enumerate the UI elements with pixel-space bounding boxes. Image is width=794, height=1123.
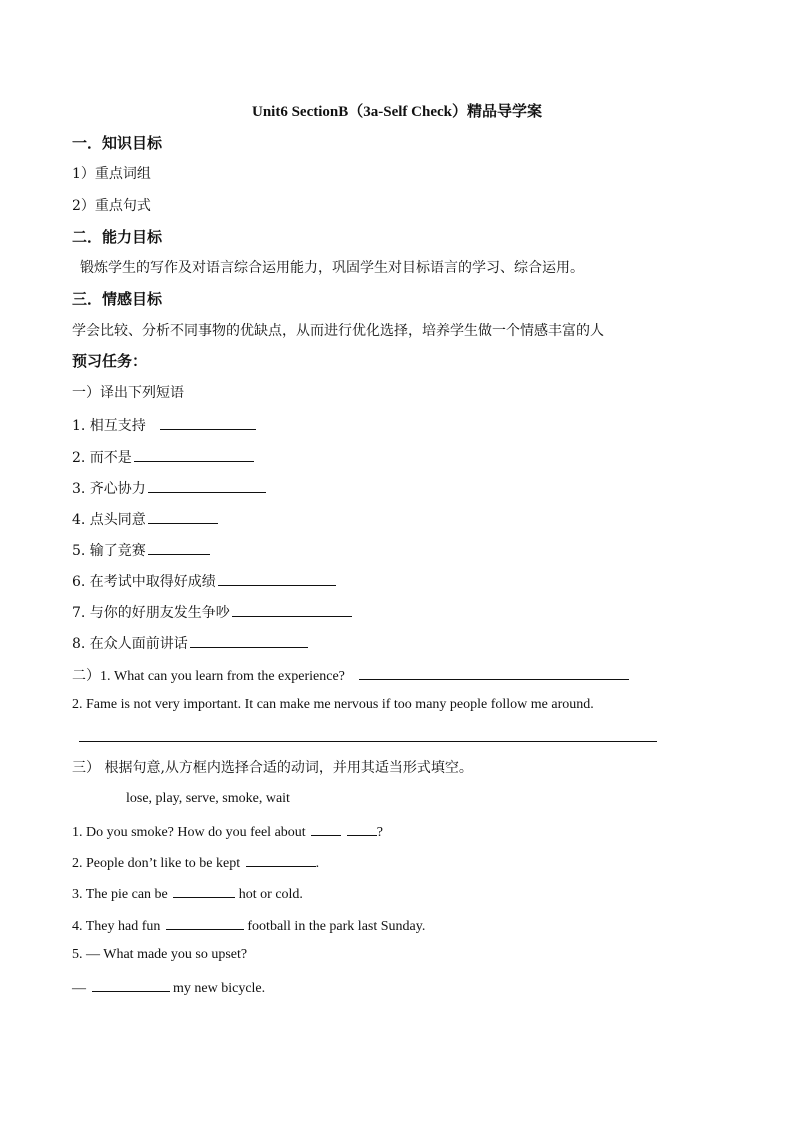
word-box: lose, play, serve, smoke, wait xyxy=(126,791,290,806)
part2-prefix: 二） xyxy=(72,668,100,684)
key-phrases-item: 1）重点词组 xyxy=(72,166,151,182)
phrase-item xyxy=(72,632,308,654)
phrase-item xyxy=(72,601,352,623)
answer-blank[interactable] xyxy=(190,632,308,648)
section-heading-knowledge: 一．知识目标 xyxy=(72,134,163,152)
emotion-goal-text: 学会比较、分析不同事物的优缺点，从而进行优化选择，培养学生做一个情感丰富的人 xyxy=(72,323,604,339)
phrase-item xyxy=(72,477,266,499)
phrase-text: 7. 与你的好朋友发生争吵 xyxy=(72,605,230,621)
phrase-text: 6. 在考试中取得好成绩 xyxy=(72,574,216,590)
answer-blank[interactable] xyxy=(359,664,629,680)
answer-blank[interactable] xyxy=(246,851,316,867)
phrase-text: 2. 而不是 xyxy=(72,450,132,466)
phrase-text: 1. 相互支持 xyxy=(72,418,146,434)
answer-blank[interactable] xyxy=(134,446,254,462)
page-title: Unit6 SectionB（3a-Self Check）精品导学案 xyxy=(252,104,542,120)
phrase-item xyxy=(72,446,254,468)
section-heading-ability: 二．能力目标 xyxy=(72,228,163,246)
ability-goal-text: 锻炼学生的写作及对语言综合运用能力，巩固学生对目标语言的学习、综合运用。 xyxy=(80,260,584,276)
phrase-item xyxy=(72,414,256,436)
dash: — xyxy=(72,981,86,996)
question-text: 1. What can you learn from the experience? xyxy=(100,669,345,684)
phrase-text: 4. 点头同意 xyxy=(72,512,146,528)
fill-item-3 xyxy=(72,882,303,905)
answer-blank[interactable] xyxy=(148,539,210,555)
fill-item-1 xyxy=(72,820,383,843)
fill-text-end: . xyxy=(315,856,320,871)
answer-blank[interactable] xyxy=(218,570,336,586)
answer-blank[interactable] xyxy=(232,601,352,617)
answer-blank[interactable] xyxy=(160,414,256,430)
fill-item-2 xyxy=(72,851,319,874)
fill-item-5-answer xyxy=(72,976,265,999)
phrase-text: 8. 在众人面前讲话 xyxy=(72,636,188,652)
key-sentences-item: 2）重点句式 xyxy=(72,198,151,214)
answer-blank[interactable] xyxy=(148,508,218,524)
answer-blank[interactable] xyxy=(347,820,377,836)
answer-blank[interactable] xyxy=(173,882,235,898)
answer-blank[interactable] xyxy=(148,477,266,493)
fill-text: 1. Do you smoke? How do you feel about xyxy=(72,825,306,840)
section-heading-emotion: 三．情感目标 xyxy=(72,290,163,308)
fill-text: 4. They had fun xyxy=(72,919,161,934)
part2-question-2: 2. Fame is not very important. It can make me nervous if too many people follow me around. xyxy=(72,697,594,712)
phrase-item xyxy=(72,570,336,592)
answer-blank[interactable] xyxy=(92,976,170,992)
phrase-text: 3. 齐心协力 xyxy=(72,481,146,497)
phrase-item xyxy=(72,539,210,561)
answer-blank[interactable] xyxy=(311,820,341,836)
fill-item-4 xyxy=(72,914,425,937)
fill-text: my new bicycle. xyxy=(173,981,266,996)
answer-line[interactable] xyxy=(79,741,657,742)
fill-item-5: 5. — What made you so upset? xyxy=(72,947,248,962)
fill-text: hot or cold. xyxy=(238,887,303,902)
part3-title: 三） 根据句意,从方框内选择合适的动词，并用其适当形式填空。 xyxy=(72,760,473,776)
preview-task-heading: 预习任务： xyxy=(72,352,148,370)
fill-text-end: ? xyxy=(376,825,383,840)
phrase-text: 5. 输了竞赛 xyxy=(72,543,146,559)
part1-title: 一）译出下列短语 xyxy=(72,385,184,401)
fill-text: 3. The pie can be xyxy=(72,887,168,902)
fill-text: 2. People don’t like to be kept xyxy=(72,856,241,871)
phrase-item xyxy=(72,508,218,530)
answer-blank[interactable] xyxy=(166,914,244,930)
fill-text: football in the park last Sunday. xyxy=(247,919,426,934)
part2-question-1 xyxy=(72,664,629,687)
